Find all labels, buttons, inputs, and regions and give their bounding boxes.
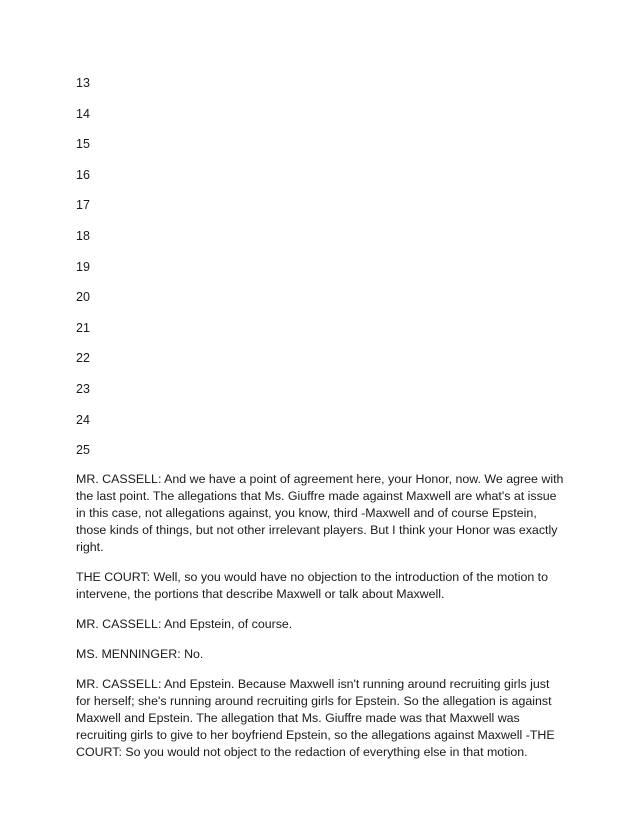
line-number: 21 [76, 320, 90, 335]
line-number: 15 [76, 137, 90, 152]
line-number: 23 [76, 381, 90, 396]
line-number: 19 [76, 259, 90, 274]
line-number: 13 [76, 76, 90, 90]
transcript-paragraph: MR. CASSELL: And Epstein, of course. [76, 617, 293, 631]
line-number: 16 [76, 167, 90, 182]
line-number: 17 [76, 198, 90, 213]
line-number: 18 [76, 228, 90, 243]
line-number: 24 [76, 412, 90, 427]
transcript-paragraph: MR. CASSELL: And we have a point of agreement here, your Honor, now. We agree with the last point. The allegations that Ms. Giuffre made against Maxwell are what's at issue in this case, not allegations against, you know, third -Maxwell and of course Epstein, those kinds of things, but not other irrelevant players. But I think your Honor was exactly right. [76, 472, 564, 554]
line-number: 25 [76, 443, 90, 458]
line-number: 22 [76, 351, 90, 366]
transcript-paragraph: MR. CASSELL: And Epstein. Because Maxwell isn't running around recruiting girls just for herself; she's running around recruiting girls for Epstein. So the allegation is against Maxwell and Epstein. The allegation that Ms. Giuffre made was that Maxwell was recruiting girls to give to her boyfriend Epstein, so the allegations against Maxwell -THE COURT: So you would not object to the redaction of everything else in that motion. [76, 677, 555, 759]
line-number: 20 [76, 290, 90, 305]
transcript-body [76, 471, 566, 774]
transcript-paragraph: MS. MENNINGER: No. [76, 647, 204, 661]
line-number: 14 [76, 106, 90, 121]
transcript-paragraph: THE COURT: Well, so you would have no objection to the introduction of the motion to intervene, the portions that describe Maxwell or talk about Maxwell. [76, 570, 549, 601]
line-number-column [76, 74, 90, 472]
